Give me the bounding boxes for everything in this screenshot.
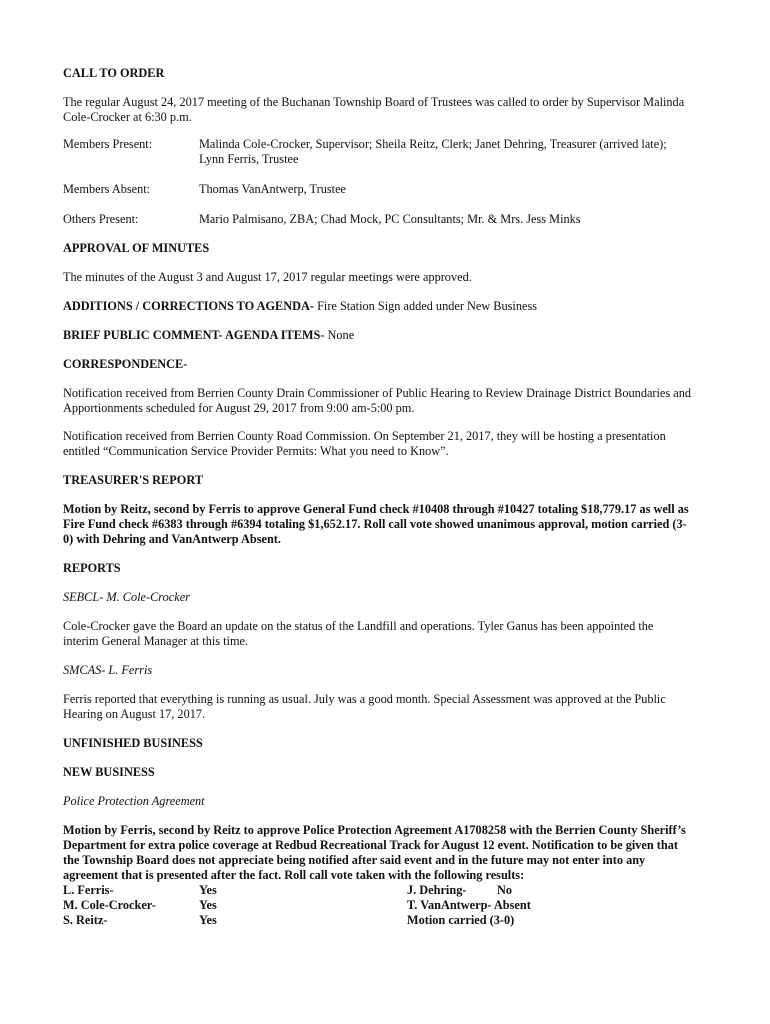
call-to-order-heading: CALL TO ORDER — [63, 66, 165, 80]
members-absent-value: Thomas VanAntwerp, Trustee — [199, 182, 346, 196]
vote-row — [63, 883, 713, 898]
police-motion-line-2: Department for extra police coverage at Redbud Recreational Track for August 12 event. Notification to be given that — [63, 838, 678, 852]
correspondence-item-1-line-1: Notification received from Berrien County Drain Commissioner of Public Hearing to Review Drainage District Boundaries and — [63, 386, 692, 400]
new-business-heading: NEW BUSINESS — [63, 765, 155, 779]
sebcl-report-title: SEBCL- M. Cole-Crocker — [63, 590, 190, 604]
additions-text: Fire Station Sign added under New Business — [314, 299, 538, 313]
correspondence-heading: CORRESPONDENCE- — [63, 357, 188, 371]
treasurer-motion — [63, 502, 713, 547]
treasurer-motion-line-3: 0) with Dehring and VanAntwerp Absent. — [63, 532, 281, 546]
approval-of-minutes-heading: APPROVAL OF MINUTES — [63, 241, 210, 255]
members-present-value — [199, 137, 713, 167]
voter-vote-2: No — [497, 883, 513, 897]
voter-vote: Yes — [199, 913, 217, 927]
smcas-report-title: SMCAS- L. Ferris — [63, 663, 153, 677]
reports-heading: REPORTS — [63, 561, 121, 575]
treasurer-motion-line-1: Motion by Reitz, second by Ferris to approve General Fund check #10408 through #10427 totaling $18,779.17 as well as — [63, 502, 689, 516]
voter-vote: Yes — [199, 898, 217, 912]
approval-of-minutes-text: The minutes of the August 3 and August 17, 2017 regular meetings were approved. — [63, 270, 472, 284]
members-present-line2: Lynn Ferris, Trustee — [199, 152, 299, 166]
police-motion-line-4: agreement that is presented after the fact. Roll call vote taken with the following results: — [63, 868, 525, 882]
voter-name-2: T. VanAntwerp- Absent — [407, 898, 531, 912]
vote-row — [63, 913, 713, 928]
roll-call-votes — [63, 883, 713, 928]
treasurer-heading: TREASURER'S REPORT — [63, 473, 203, 487]
voter-name: M. Cole-Crocker- — [63, 898, 156, 912]
smcas-report-line-1: Ferris reported that everything is running as usual. July was a good month. Special Assessment was approved at the Public — [63, 692, 666, 706]
members-present-row — [63, 137, 713, 167]
voter-name: S. Reitz- — [63, 913, 108, 927]
police-motion-line-3: the Township Board does not appreciate being notified after said event and in the future may not enter into any — [63, 853, 646, 867]
members-present-line1: Malinda Cole-Crocker, Supervisor; Sheila Reitz, Clerk; Janet Dehring, Treasurer (arrived late); — [199, 137, 667, 151]
police-motion-line-1: Motion by Ferris, second by Reitz to approve Police Protection Agreement A1708258 with the Berrien County Sheriff’s — [63, 823, 686, 837]
police-agreement-title: Police Protection Agreement — [63, 794, 205, 808]
sebcl-report-text — [63, 619, 713, 649]
voter-name: L. Ferris- — [63, 883, 114, 897]
smcas-report-line-2: Hearing on August 17, 2017. — [63, 707, 206, 721]
others-present-label: Others Present: — [63, 212, 139, 226]
sebcl-report-line-2: interim General Manager at this time. — [63, 634, 249, 648]
call-to-order-text: The regular August 24, 2017 meeting of the Buchanan Township Board of Trustees was called to order by Supervisor Malinda Cole-Crocker at 6:30 p.m. — [63, 95, 685, 124]
correspondence-item-2 — [63, 429, 713, 459]
additions-heading: ADDITIONS / CORRECTIONS TO AGENDA- — [63, 299, 314, 313]
members-present-label: Members Present: — [63, 137, 153, 151]
public-comment-text: None — [324, 328, 355, 342]
correspondence-item-2-line-1: Notification received from Berrien County Road Commission. On September 21, 2017, they will be hosting a presentation — [63, 429, 666, 443]
others-present-row — [63, 212, 713, 227]
public-comment-heading: BRIEF PUBLIC COMMENT- AGENDA ITEMS- — [63, 328, 325, 342]
meeting-minutes-page — [63, 66, 713, 928]
unfinished-business-heading: UNFINISHED BUSINESS — [63, 736, 203, 750]
vote-row — [63, 898, 713, 913]
voter-vote: Yes — [199, 883, 217, 897]
voter-name-2: J. Dehring- — [407, 883, 467, 897]
correspondence-item-1-line-2: Apportionments scheduled for August 29, 2017 from 9:00 am-5:00 pm. — [63, 401, 415, 415]
correspondence-item-2-line-2: entitled “Communication Service Provider Permits: What you need to Know”. — [63, 444, 449, 458]
motion-result: Motion carried (3-0) — [407, 913, 515, 927]
smcas-report-text — [63, 692, 713, 722]
sebcl-report-line-1: Cole-Crocker gave the Board an update on the status of the Landfill and operations. Tyler Ganus has been appointed the — [63, 619, 654, 633]
police-agreement-motion — [63, 823, 713, 883]
treasurer-motion-line-2: Fire Fund check #6383 through #6394 totaling $1,652.17. Roll call vote showed unanimous approval, motion carried (3- — [63, 517, 687, 531]
correspondence-item-1 — [63, 386, 713, 416]
others-present-value: Mario Palmisano, ZBA; Chad Mock, PC Consultants; Mr. & Mrs. Jess Minks — [199, 212, 581, 226]
additions-paragraph — [63, 299, 713, 314]
members-absent-row — [63, 182, 713, 197]
public-comment-paragraph — [63, 328, 713, 343]
members-absent-label: Members Absent: — [63, 182, 151, 196]
